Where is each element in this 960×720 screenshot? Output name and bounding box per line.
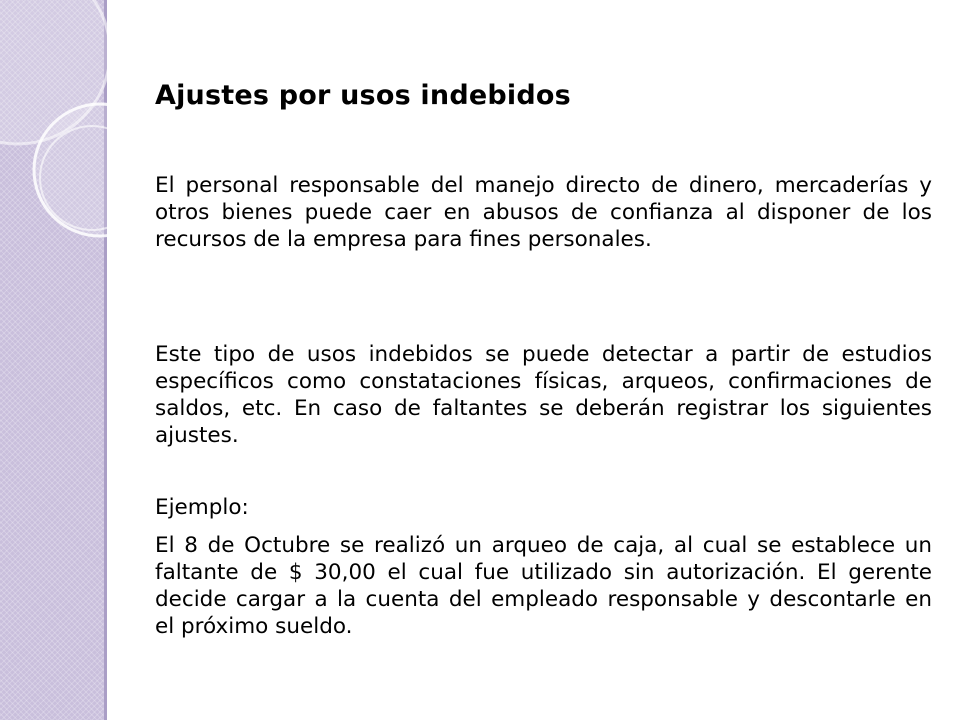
example-text: El 8 de Octubre se realizó un arqueo de caja, al cual se establece un faltante de $ 30,00 el cual fue utilizado sin autorización. El gerente decide cargar a la cuenta del empleado responsable y descontarle en el próximo sueldo. <box>155 533 932 639</box>
example-label: Ejemplo: <box>155 495 249 520</box>
decorative-circles <box>0 0 110 240</box>
paragraph-detection: Este tipo de usos indebidos se puede detectar a partir de estudios específicos como constataciones físicas, arqueos, confirmaciones de saldos, etc. En caso de faltantes se deberán registrar los siguientes ajustes. <box>155 342 932 448</box>
paragraph-personal: El personal responsable del manejo directo de dinero, mercaderías y otros bienes puede caer en abusos de confianza al disponer de los recursos de la empresa para fines personales. <box>155 173 932 252</box>
slide-title: Ajustes por usos indebidos <box>155 80 571 111</box>
